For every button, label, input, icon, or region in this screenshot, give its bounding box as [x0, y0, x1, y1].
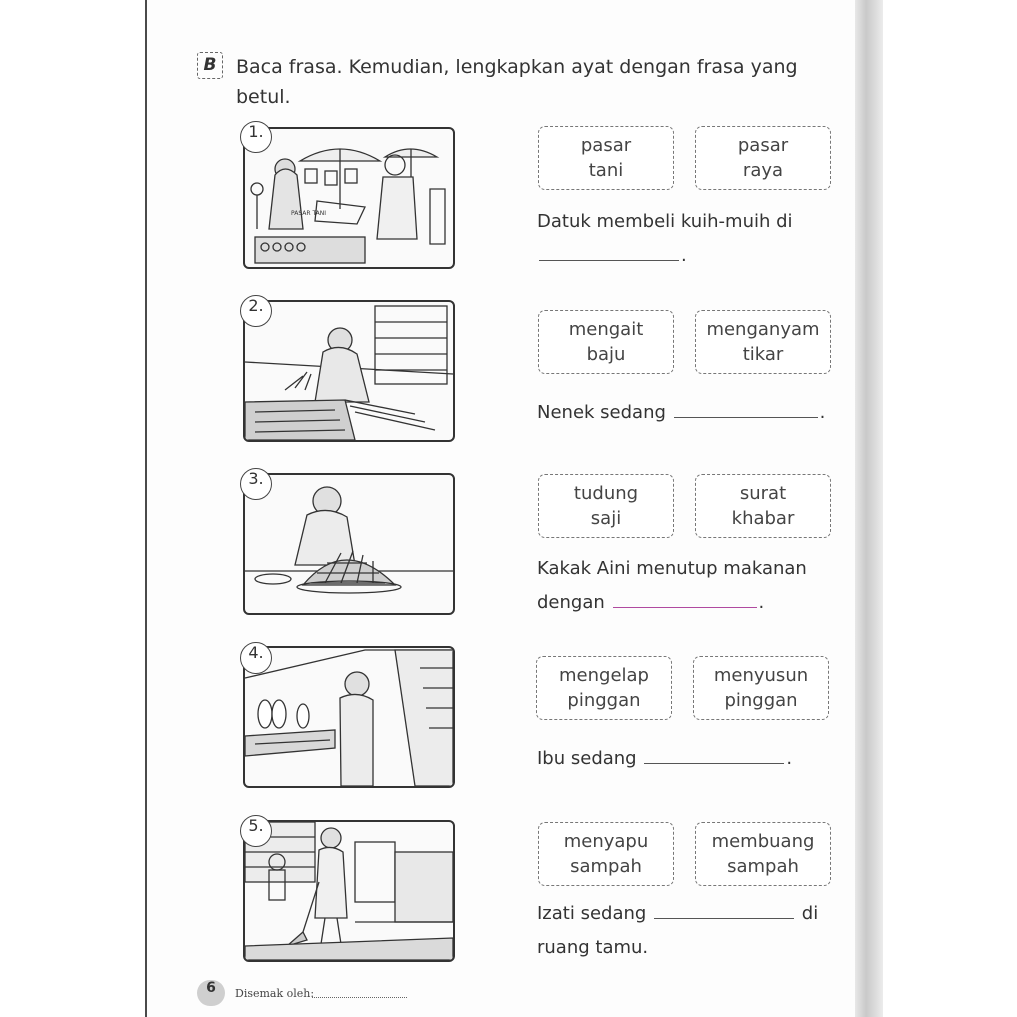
question-sentence — [537, 205, 837, 273]
section-badge: B — [197, 52, 223, 79]
answer-blank[interactable] — [644, 762, 784, 764]
sentence-text: Ibu sedang — [537, 748, 637, 769]
question-sentence — [537, 396, 837, 430]
answer-blank[interactable] — [654, 917, 794, 919]
question-number: 3. — [240, 468, 272, 500]
question-number: 4. — [240, 642, 272, 674]
sentence-end: . — [786, 748, 793, 769]
checked-by-label: Disemak oleh: — [235, 987, 315, 1000]
sentence-end: di — [801, 903, 819, 924]
illustration-mother-dishes — [243, 646, 455, 788]
checked-by-line[interactable] — [312, 997, 407, 998]
option-card[interactable]: pasar raya — [695, 126, 831, 190]
option-card[interactable]: menyapu sampah — [538, 822, 674, 886]
page-gutter-shadow — [855, 0, 883, 1017]
illustration-izati-sweeping — [243, 820, 455, 962]
sentence-end: . — [681, 245, 687, 266]
sentence-text: Datuk membeli kuih-muih di — [537, 211, 793, 232]
option-card[interactable]: mengelap pinggan — [536, 656, 672, 720]
illustration-grandmother-weaving — [243, 300, 455, 442]
sentence-text-2: dengan — [537, 592, 605, 613]
sentence-end: . — [819, 402, 826, 423]
instruction-text: Baca frasa. Kemudian, lengkapkan ayat dengan frasa yang betul. — [236, 56, 798, 108]
question-sentence — [537, 742, 837, 776]
question-number: 1. — [240, 121, 272, 153]
option-card[interactable]: menyusun pinggan — [693, 656, 829, 720]
sentence-text: Nenek sedang — [537, 402, 666, 423]
option-card[interactable]: tudung saji — [538, 474, 674, 538]
page-number: 6 — [197, 980, 225, 1006]
question-number: 2. — [240, 295, 272, 327]
sentence-end: . — [758, 592, 765, 613]
question-sentence — [537, 897, 837, 965]
illustration-sister-food-cover — [243, 473, 455, 615]
sentence-text: Izati sedang — [537, 903, 647, 924]
answer-blank[interactable] — [539, 259, 679, 261]
option-card[interactable]: mengait baju — [538, 310, 674, 374]
sentence-text-2: ruang tamu. — [537, 937, 649, 958]
question-sentence — [537, 552, 837, 620]
answer-blank[interactable] — [674, 416, 818, 418]
option-card[interactable]: pasar tani — [538, 126, 674, 190]
stall-sign: PASAR TANI — [291, 210, 327, 217]
sentence-text: Kakak Aini menutup makanan — [537, 558, 807, 579]
option-card[interactable]: membuang sampah — [695, 822, 831, 886]
question-number: 5. — [240, 815, 272, 847]
illustration-farmers-market — [243, 127, 455, 269]
answer-blank[interactable] — [613, 606, 757, 608]
option-card[interactable]: menganyam tikar — [695, 310, 831, 374]
option-card[interactable]: surat khabar — [695, 474, 831, 538]
